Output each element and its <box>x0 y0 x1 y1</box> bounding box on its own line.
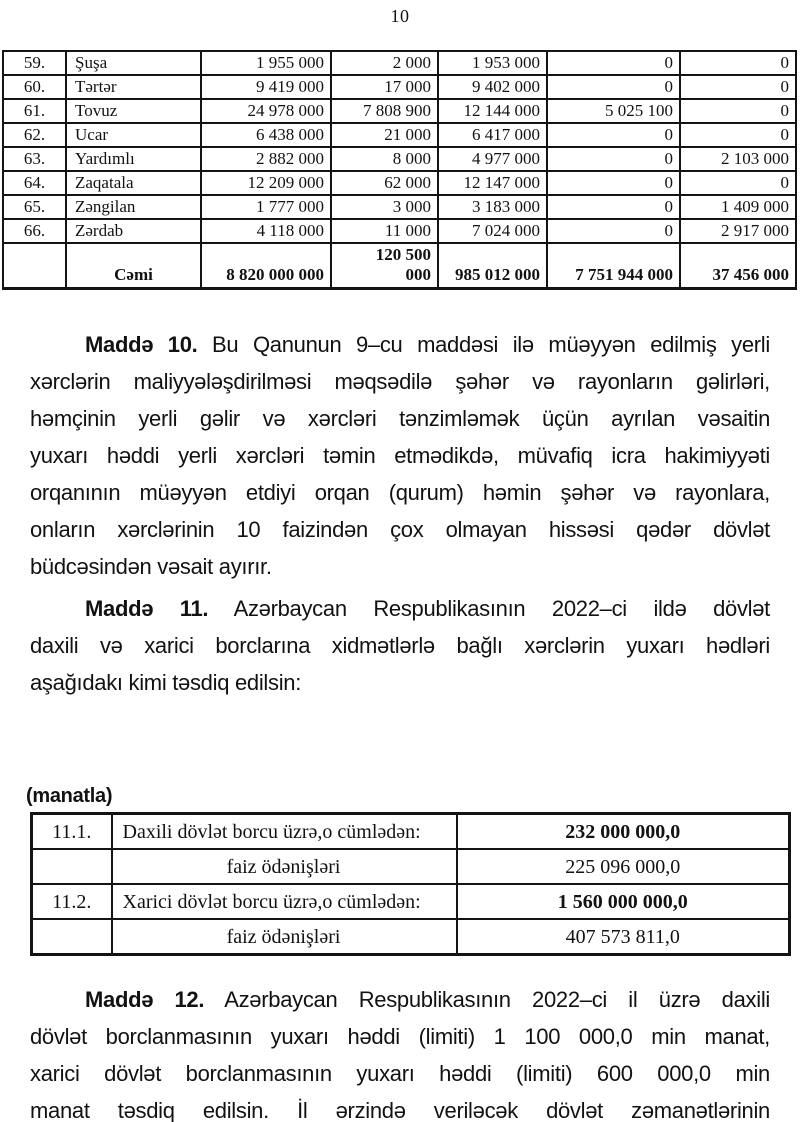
district-name-cell: Ucar <box>66 123 201 147</box>
paragraph-line: dövlət borclanmasının yuxarı həddi (limiti) 1 100 000,0 min manat, <box>30 1024 770 1049</box>
item-value-cell: 225 096 000,0 <box>457 849 790 884</box>
total-value-cell: 37 456 000 <box>680 243 796 289</box>
value-cell: 5 025 100 <box>547 99 680 123</box>
paragraph-lines <box>30 363 770 548</box>
paragraph-line: onların xərclərinin 10 faizindən çox olmayan hissəsi qədər dövlət <box>30 517 770 542</box>
table-row <box>32 814 790 850</box>
paragraph-text: Azərbaycan Respublikasının 2022–ci ildə dövlət <box>208 596 770 621</box>
value-cell: 0 <box>547 147 680 171</box>
article-lead: Maddə 10. <box>85 332 198 357</box>
value-cell: 2 103 000 <box>680 147 796 171</box>
table-row <box>3 219 796 243</box>
value-cell: 6 438 000 <box>201 123 331 147</box>
district-name-cell: Şuşa <box>66 51 201 75</box>
row-number-cell: 61. <box>3 99 66 123</box>
value-cell: 12 144 000 <box>438 99 547 123</box>
value-cell: 0 <box>680 99 796 123</box>
row-number-cell: 63. <box>3 147 66 171</box>
paragraph-line: orqanının müəyyən etdiyi orqan (qurum) həmin şəhər və rayonlara, <box>30 480 770 505</box>
row-number-cell: 59. <box>3 51 66 75</box>
paragraph-lines <box>30 1018 770 1122</box>
article-lead: Maddə 11. <box>85 596 209 621</box>
paragraph-line: daxili və xarici borclarına xidmətlərlə bağlı xərclərin yuxarı hədləri <box>30 633 770 658</box>
value-cell: 0 <box>547 75 680 99</box>
item-value-cell: 232 000 000,0 <box>457 814 790 850</box>
table-row <box>3 171 796 195</box>
value-cell: 2 882 000 <box>201 147 331 171</box>
paragraph-lines <box>30 627 770 664</box>
paragraph-text: Bu Qanunun 9–cu maddəsi ilə müəyyən edilmiş yerli <box>197 332 770 357</box>
paragraph-line: xarici dövlət borclanmasının yuxarı həddi (limiti) 600 000,0 min <box>30 1061 770 1086</box>
table-row <box>3 99 796 123</box>
value-cell: 7 024 000 <box>438 219 547 243</box>
value-cell: 1 955 000 <box>201 51 331 75</box>
item-number-cell <box>32 849 112 884</box>
article-madde-11 <box>30 590 770 701</box>
value-cell: 9 419 000 <box>201 75 331 99</box>
article-lead: Maddə 12. <box>85 987 205 1012</box>
value-cell: 4 118 000 <box>201 219 331 243</box>
district-name-cell: Tərtər <box>66 75 201 99</box>
district-name-cell: Tovuz <box>66 99 201 123</box>
paragraph-line <box>30 326 770 363</box>
wrapped-total: 120 500 000 <box>375 245 431 284</box>
row-number-cell: 65. <box>3 195 66 219</box>
value-cell: 9 402 000 <box>438 75 547 99</box>
value-cell: 12 209 000 <box>201 171 331 195</box>
debt-limits-table <box>30 812 791 956</box>
value-cell: 8 000 <box>331 147 438 171</box>
table-footer <box>3 243 796 289</box>
value-cell: 17 000 <box>331 75 438 99</box>
paragraph-line: xərclərin maliyyələşdirilməsi məqsədilə şəhər və rayonların gəlirləri, <box>30 369 770 394</box>
value-cell: 3 183 000 <box>438 195 547 219</box>
table-row <box>3 195 796 219</box>
table-row <box>32 884 790 919</box>
total-value-cell: 8 820 000 000 <box>201 243 331 289</box>
value-cell: 7 808 900 <box>331 99 438 123</box>
value-cell: 2 917 000 <box>680 219 796 243</box>
table-row <box>3 51 796 75</box>
value-cell: 4 977 000 <box>438 147 547 171</box>
value-cell: 0 <box>547 171 680 195</box>
value-cell: 62 000 <box>331 171 438 195</box>
value-cell: 0 <box>680 171 796 195</box>
item-number-cell <box>32 919 112 955</box>
paragraph-line: aşağıdakı kimi təsdiq edilsin: <box>30 670 302 695</box>
district-name-cell: Yardımlı <box>66 147 201 171</box>
row-number-cell: 64. <box>3 171 66 195</box>
paragraph-line <box>30 981 770 1018</box>
total-value-cell: 7 751 944 000 <box>547 243 680 289</box>
table-body <box>3 51 796 243</box>
article-madde-10 <box>30 326 770 585</box>
row-number-cell: 60. <box>3 75 66 99</box>
item-value-cell: 1 560 000 000,0 <box>457 884 790 919</box>
empty-cell <box>3 243 66 289</box>
page-number: 10 <box>390 6 410 26</box>
table-row <box>3 147 796 171</box>
value-cell: 0 <box>547 123 680 147</box>
value-cell: 12 147 000 <box>438 171 547 195</box>
value-cell: 0 <box>547 195 680 219</box>
district-name-cell: Zərdab <box>66 219 201 243</box>
manatla-label: (manatla) <box>26 785 113 807</box>
article-madde-12 <box>30 981 770 1122</box>
value-cell: 0 <box>680 75 796 99</box>
item-label-cell: faiz ödənişləri <box>112 919 457 955</box>
paragraph-line: manat təsdiq edilsin. İl ərzində veriləcək dövlət zəmanətlərinin <box>30 1098 770 1122</box>
item-number-cell: 11.1. <box>32 814 112 850</box>
item-number-cell: 11.2. <box>32 884 112 919</box>
total-row <box>3 243 796 289</box>
value-cell: 24 978 000 <box>201 99 331 123</box>
district-name-cell: Zaqatala <box>66 171 201 195</box>
item-value-cell: 407 573 811,0 <box>457 919 790 955</box>
value-cell: 0 <box>547 219 680 243</box>
paragraph-text: Azərbaycan Respublikasının 2022–ci il üzrə daxili <box>204 987 770 1012</box>
paragraph-line: həmçinin yerli gəlir və xərcləri tənzimləmək üçün ayrılan vəsaitin <box>30 406 770 431</box>
value-cell: 11 000 <box>331 219 438 243</box>
value-cell: 1 953 000 <box>438 51 547 75</box>
paragraph-line: yuxarı həddi yerli xərcləri təmin etmədikdə, müvafiq icra hakimiyyəti <box>30 443 770 468</box>
total-value-cell <box>331 243 438 289</box>
value-cell: 2 000 <box>331 51 438 75</box>
district-name-cell: Zəngilan <box>66 195 201 219</box>
value-cell: 1 409 000 <box>680 195 796 219</box>
paragraph-line <box>30 590 770 627</box>
total-value-cell: 985 012 000 <box>438 243 547 289</box>
table-row <box>32 849 790 884</box>
value-cell: 0 <box>547 51 680 75</box>
paragraph-line: büdcəsindən vəsait ayırır. <box>30 554 272 579</box>
item-label-cell: Daxili dövlət borcu üzrə,o cümlədən: <box>112 814 457 850</box>
table-row <box>32 919 790 955</box>
value-cell: 21 000 <box>331 123 438 147</box>
value-cell: 0 <box>680 123 796 147</box>
value-cell: 3 000 <box>331 195 438 219</box>
table-row <box>3 123 796 147</box>
item-label-cell: Xarici dövlət borcu üzrə,o cümlədən: <box>112 884 457 919</box>
value-cell: 1 777 000 <box>201 195 331 219</box>
budget-allocations-table <box>2 50 797 290</box>
row-number-cell: 62. <box>3 123 66 147</box>
item-label-cell: faiz ödənişləri <box>112 849 457 884</box>
value-cell: 0 <box>680 51 796 75</box>
row-number-cell: 66. <box>3 219 66 243</box>
value-cell: 6 417 000 <box>438 123 547 147</box>
table-row <box>3 75 796 99</box>
total-label-cell: Cəmi <box>66 243 201 289</box>
